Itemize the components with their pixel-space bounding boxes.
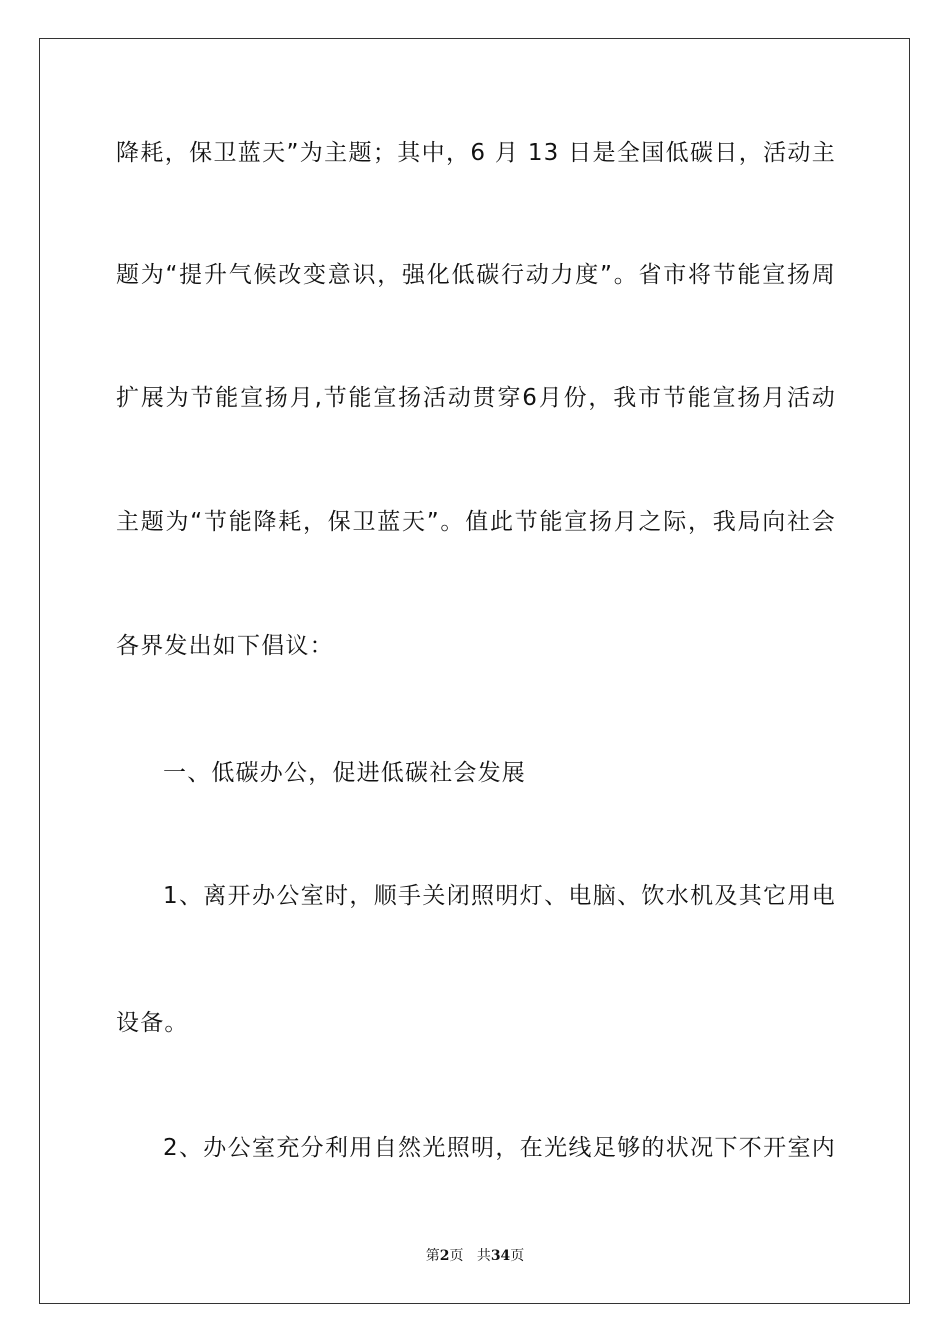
body-text-line-4: 主题为“节能降耗，保卫蓝天”。值此节能宣扬月之际，我局向社会: [116, 509, 836, 535]
footer-total-pages: 34: [490, 1248, 511, 1264]
page-border: [39, 38, 910, 1304]
section-heading: 一、低碳办公，促进低碳社会发展: [163, 760, 526, 786]
page-footer: [0, 1247, 950, 1265]
body-text-line-8: 2、办公室充分利用自然光照明，在光线足够的状况下不开室内: [163, 1135, 836, 1161]
body-text-line-2: 题为“提升气候改变意识，强化低碳行动力度”。省市将节能宣扬周: [116, 262, 836, 288]
footer-total-suffix: 页: [510, 1248, 525, 1264]
body-text-line-3: 扩展为节能宣扬月,节能宣扬活动贯穿6月份，我市节能宣扬月活动: [116, 385, 836, 411]
footer-page-suffix: 页: [449, 1248, 464, 1264]
body-text-line-7: 设备。: [116, 1010, 189, 1036]
body-text-line-6: 1、离开办公室时，顺手关闭照明灯、电脑、饮水机及其它用电: [163, 883, 836, 909]
footer-page-number: 2: [439, 1248, 450, 1264]
body-text-line-1: 降耗，保卫蓝天”为主题；其中，6 月 13 日是全国低碳日，活动主: [116, 140, 836, 166]
footer-total-prefix: 共: [476, 1248, 491, 1264]
footer-page-prefix: 第: [425, 1248, 440, 1264]
body-text-line-5: 各界发出如下倡议：: [116, 633, 334, 659]
